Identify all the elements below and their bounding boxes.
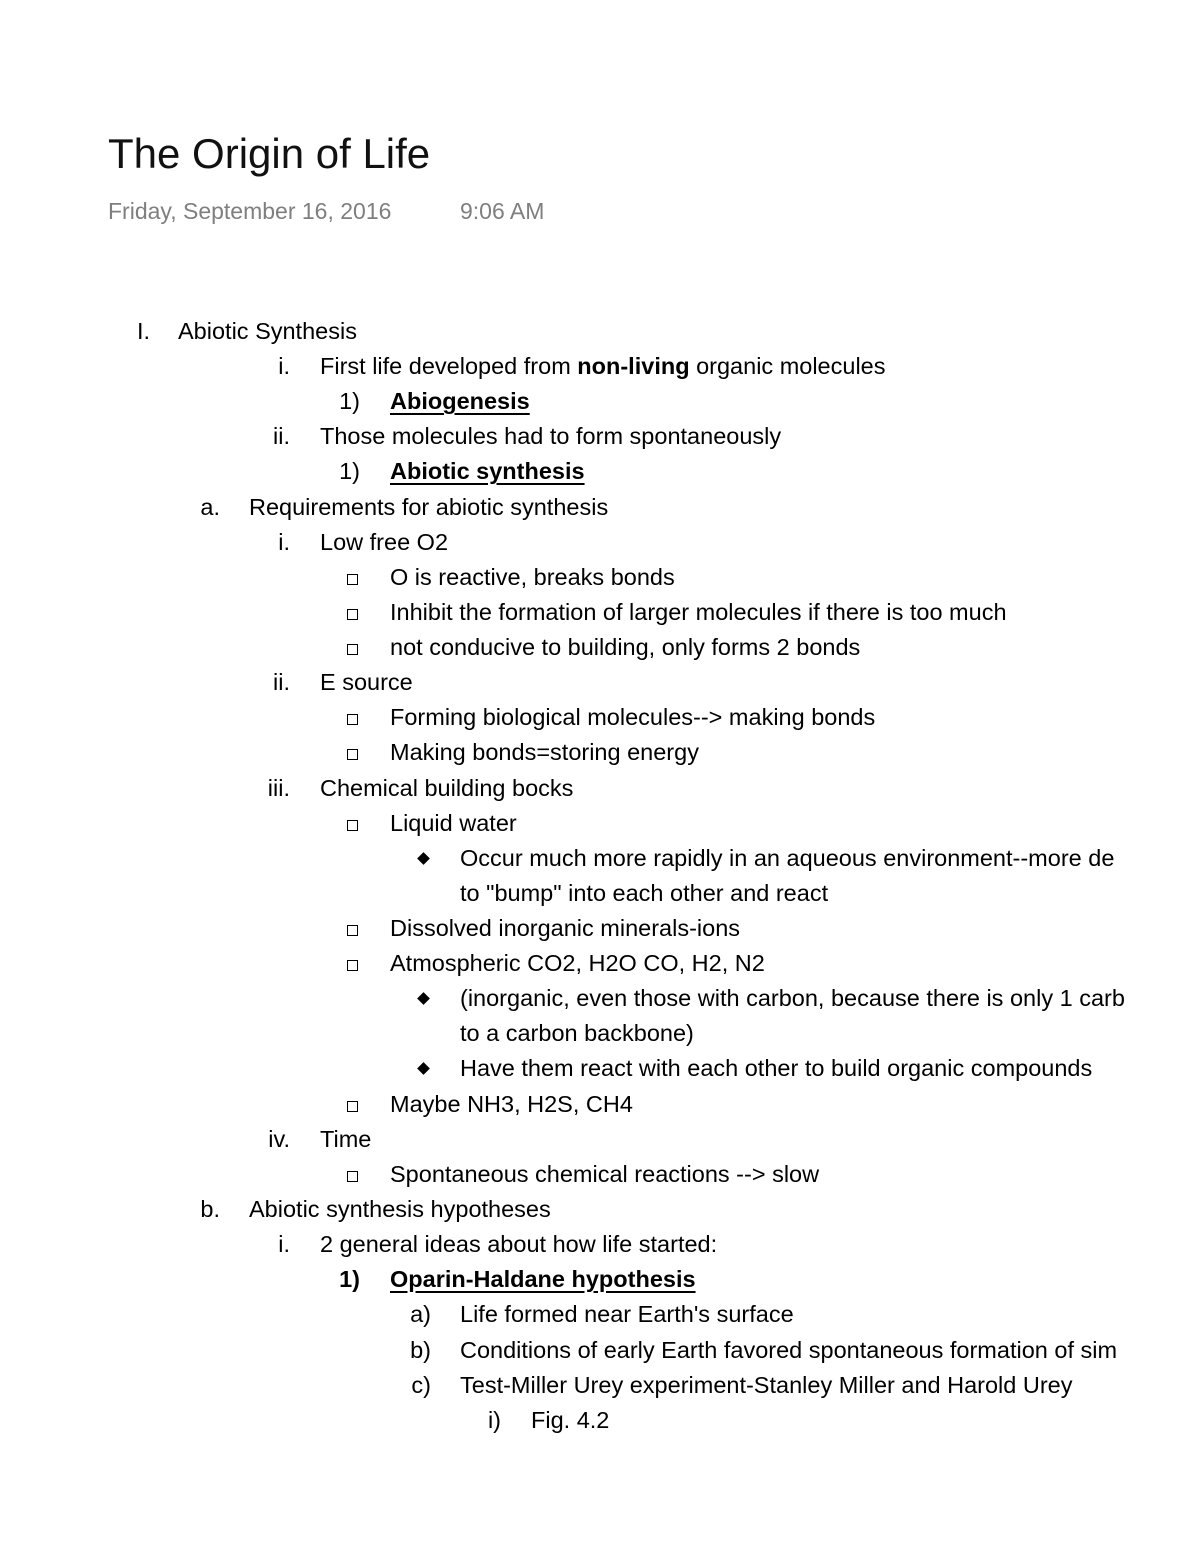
list-marker: iii. xyxy=(267,775,290,801)
outline-text: Test-Miller Urey experiment-Stanley Miller and Harold Urey xyxy=(460,1372,1073,1398)
square-bullet-icon xyxy=(347,714,358,725)
outline-text: Making bonds=storing energy xyxy=(390,739,699,765)
outline-text: O is reactive, breaks bonds xyxy=(390,564,675,590)
diamond-bullet-icon xyxy=(417,1062,430,1075)
outline-text: Low free O2 xyxy=(320,529,449,555)
outline-text: Abiotic synthesis hypotheses xyxy=(249,1196,551,1222)
outline-text: Abiotic Synthesis xyxy=(178,318,357,344)
square-bullet-icon xyxy=(347,609,358,620)
page-title: The Origin of Life xyxy=(108,130,431,177)
note-time: 9:06 AM xyxy=(460,198,545,224)
square-bullet-icon xyxy=(347,960,358,971)
square-bullet-icon xyxy=(347,644,358,655)
square-bullet-icon xyxy=(347,1171,358,1182)
list-marker: ii. xyxy=(273,669,290,695)
key-term: Oparin-Haldane hypothesis xyxy=(390,1266,696,1292)
outline-text: (inorganic, even those with carbon, because there is only 1 carb xyxy=(460,985,1125,1011)
outline-text: to "bump" into each other and react xyxy=(460,880,829,906)
square-bullet-icon xyxy=(347,1101,358,1112)
outline-text: Time xyxy=(320,1126,372,1152)
outline-text: Dissolved inorganic minerals-ions xyxy=(390,915,741,941)
bold-term: non-living xyxy=(577,353,690,379)
outline-text: Maybe NH3, H2S, CH4 xyxy=(390,1091,633,1117)
list-marker: 1) xyxy=(339,1266,360,1292)
key-term: Abiogenesis xyxy=(390,388,530,414)
diamond-bullet-icon xyxy=(417,992,430,1005)
outline-text: Conditions of early Earth favored spontaneous formation of sim xyxy=(460,1337,1118,1363)
outline-text: Life formed near Earth's surface xyxy=(460,1301,794,1327)
outline-text: Spontaneous chemical reactions --> slow xyxy=(390,1161,820,1187)
list-marker: i. xyxy=(278,1231,290,1257)
key-term: Abiotic synthesis xyxy=(390,458,585,484)
note-date: Friday, September 16, 2016 xyxy=(108,198,392,224)
outline-text: Have them react with each other to build organic compounds xyxy=(460,1055,1093,1081)
outline-text: 2 general ideas about how life started: xyxy=(320,1231,718,1257)
diamond-bullet-icon xyxy=(417,852,430,865)
list-marker: a) xyxy=(410,1301,431,1327)
square-bullet-icon xyxy=(347,820,358,831)
outline-text: Chemical building bocks xyxy=(320,775,574,801)
list-marker: I. xyxy=(136,318,150,344)
list-marker: i. xyxy=(278,353,290,379)
list-marker: i) xyxy=(487,1407,501,1433)
outline-text: Liquid water xyxy=(390,810,517,836)
list-marker: ii. xyxy=(273,423,290,449)
list-marker: 1) xyxy=(339,388,360,414)
list-marker: b. xyxy=(200,1196,220,1222)
outline-text: to a carbon backbone) xyxy=(460,1020,694,1046)
square-bullet-icon xyxy=(347,574,358,585)
outline-text: First life developed from non-living organic molecules xyxy=(320,353,886,379)
outline-text: Forming biological molecules--> making bonds xyxy=(390,704,876,730)
outline-text: Inhibit the formation of larger molecules if there is too much xyxy=(390,599,1007,625)
list-marker: b) xyxy=(410,1337,431,1363)
list-marker: c) xyxy=(411,1372,431,1398)
list-marker: i. xyxy=(278,529,290,555)
square-bullet-icon xyxy=(347,749,358,760)
list-marker: 1) xyxy=(339,458,360,484)
square-bullet-icon xyxy=(347,925,358,936)
outline-text: Occur much more rapidly in an aqueous environment--more de xyxy=(460,845,1115,871)
outline-text: Fig. 4.2 xyxy=(531,1407,610,1433)
outline-text: not conducive to building, only forms 2 bonds xyxy=(390,634,861,660)
outline-text: Atmospheric CO2, H2O CO, H2, N2 xyxy=(390,950,765,976)
outline-text: Those molecules had to form spontaneously xyxy=(320,423,782,449)
list-marker: a. xyxy=(200,494,220,520)
outline-text: Requirements for abiotic synthesis xyxy=(249,494,609,520)
list-marker: iv. xyxy=(268,1126,290,1152)
outline-text: E source xyxy=(320,669,413,695)
